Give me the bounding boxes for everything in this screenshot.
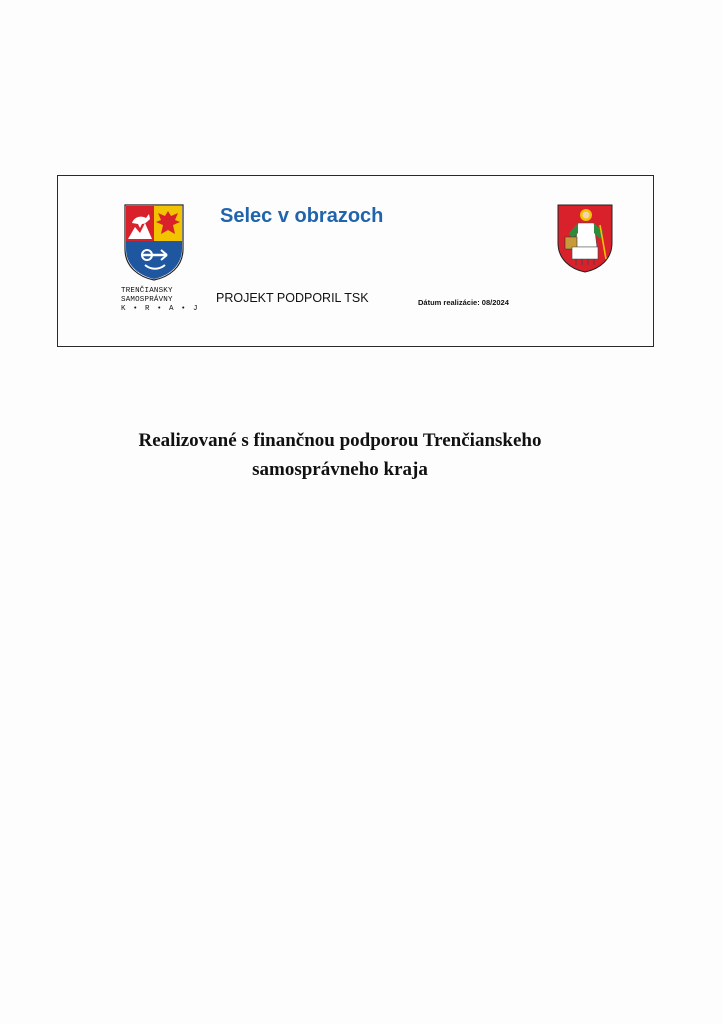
realization-date: Dátum realizácie: 08/2024 xyxy=(418,298,509,307)
tsk-caption-line2: SAMOSPRÁVNY xyxy=(121,296,173,304)
tsk-coat-of-arms-icon xyxy=(123,203,185,281)
tsk-caption-line3: K • R • A • J xyxy=(121,305,200,313)
selec-coat-of-arms-icon xyxy=(556,203,614,273)
project-info-box xyxy=(57,175,654,347)
support-heading-line2: samosprávneho kraja xyxy=(252,459,428,480)
support-heading xyxy=(50,426,630,484)
project-title: Selec v obrazoch xyxy=(220,205,384,227)
tsk-caption-line1: TRENČIANSKY xyxy=(121,287,173,295)
project-supported-label: PROJEKT PODPORIL TSK xyxy=(216,291,369,305)
support-heading-line1: Realizované s finančnou podporou Trenčianskeho xyxy=(138,430,542,451)
tsk-logo-caption xyxy=(121,287,201,314)
